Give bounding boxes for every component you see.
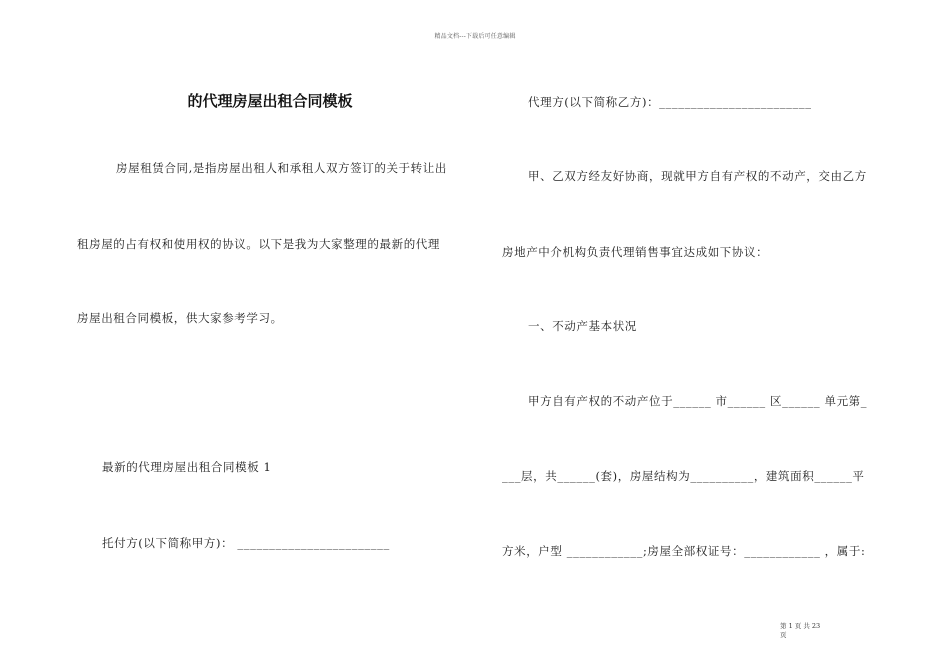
right-line-4: 一、不动产基本状况	[528, 319, 637, 333]
right-line-5: 甲方自有产权的不动产位于______ 市______ 区______ 单元第_	[528, 394, 868, 408]
right-line-6: ___层，共______(套)，房屋结构为__________，建筑面积______平	[502, 469, 865, 483]
left-line-3: 房屋出租合同模板，供大家参考学习。	[77, 311, 283, 325]
right-line-2: 甲、乙双方经友好协商，现就甲方自有产权的不动产，交由乙方	[528, 169, 867, 183]
left-line-2: 租房屋的占有权和使用权的协议。以下是我为大家整理的最新的代理	[77, 237, 440, 251]
left-line-1: 房屋租赁合同,是指房屋出租人和承租人双方签订的关于转让出	[116, 161, 447, 175]
page-footer	[780, 622, 820, 640]
left-line-5: 托付方(以下简称甲方)： ________________________	[102, 536, 390, 550]
page-header: 精品文档---下载后可任意编辑	[434, 33, 516, 40]
right-line-7: 方米，户型 ____________;房屋全部权证号：____________ ，属于:	[502, 544, 866, 558]
page-number-line-1: 第 1 页 共 23	[780, 622, 821, 630]
page-number-line-2: 页	[780, 631, 787, 639]
right-line-1: 代理方(以下简称乙方)：________________________	[528, 95, 812, 109]
document-title: 的代理房屋出租合同模板	[187, 92, 353, 110]
left-line-4: 最新的代理房屋出租合同模板 1	[102, 460, 272, 474]
right-line-3: 房地产中介机构负责代理销售事宜达成如下协议：	[502, 245, 769, 259]
